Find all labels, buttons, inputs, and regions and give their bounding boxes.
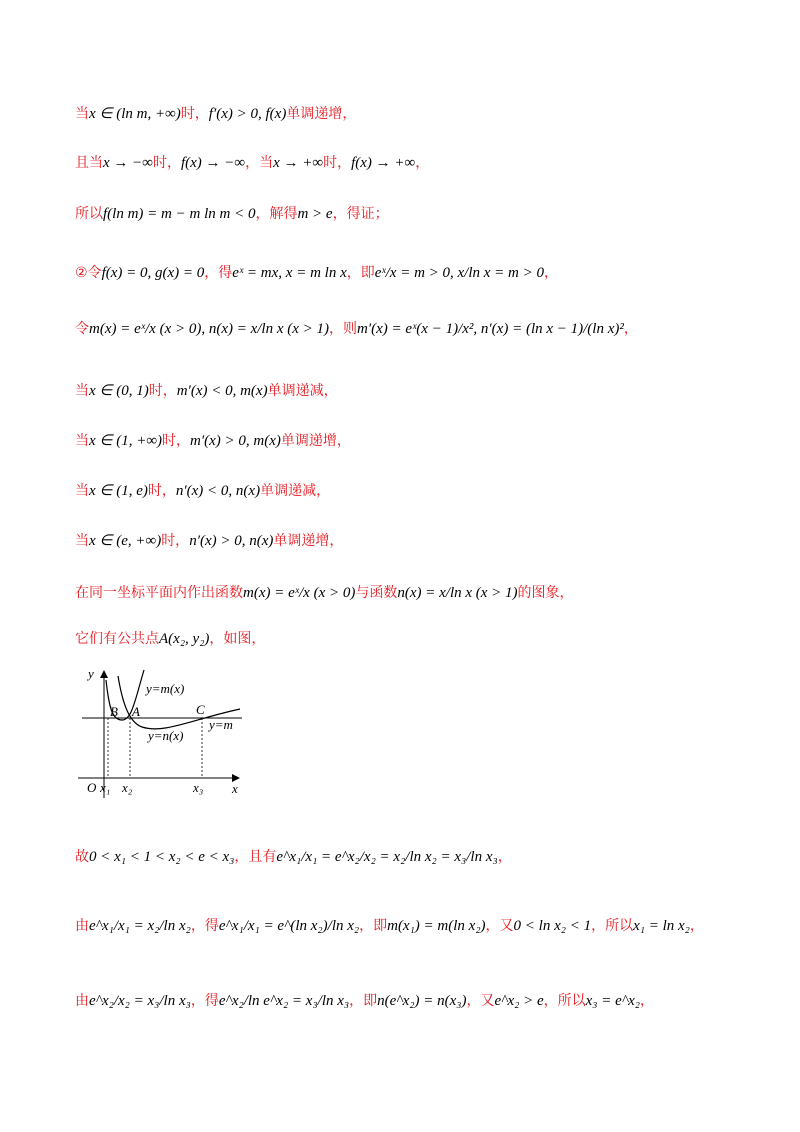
chinese-text: ，得 <box>190 993 219 1009</box>
point-c-label: C <box>196 702 205 717</box>
math-expression: A(x₂, y₂) <box>159 631 210 647</box>
chinese-text: 单调递增， <box>280 433 351 449</box>
math-expression: x ∈ (0, 1) <box>89 383 149 399</box>
chinese-text: 与函数 <box>355 585 398 601</box>
chinese-text: ，得 <box>190 918 219 934</box>
chinese-text: ， <box>689 918 704 934</box>
chinese-text: ，解得 <box>255 206 298 222</box>
math-expression: e^x₁/x₁ = e^x₂/x₂ = x₂/ln x₂ = x₃/ln x₃ <box>276 849 498 865</box>
math-expression: f′(x) > 0, f(x) <box>208 106 287 122</box>
math-expression: eˣ/x = m > 0, x/ln x = m > 0 <box>374 265 545 281</box>
chinese-text: 时， <box>147 483 176 499</box>
solution-line <box>75 480 330 500</box>
chinese-text: 当 <box>75 106 89 122</box>
line-m-label: y=m <box>209 717 233 732</box>
chinese-text: ， <box>415 155 430 171</box>
math-expression: x ∈ (1, e) <box>89 483 148 499</box>
chinese-text: ，即 <box>346 265 375 281</box>
solution-line <box>75 262 558 282</box>
x2-label: x₂ <box>122 780 133 795</box>
chinese-text: 由 <box>75 918 89 934</box>
solution-line <box>75 582 574 602</box>
math-expression: n′(x) < 0, n(x) <box>175 483 261 499</box>
math-expression: f(x) → +∞ <box>351 155 416 171</box>
solution-line <box>75 915 704 935</box>
solution-line <box>75 430 351 450</box>
chinese-text: 当 <box>75 533 89 549</box>
chinese-text: ， <box>497 849 512 865</box>
math-expression: x₁ = ln x₂ <box>633 918 690 934</box>
math-expression: n(x) = x/ln x (x > 1) <box>397 585 518 601</box>
function-graph-figure <box>72 662 252 802</box>
math-expression: f(ln m) = m − m ln m < 0 <box>103 206 256 222</box>
math-expression: x ∈ (e, +∞) <box>89 533 162 549</box>
point-a-label: A <box>132 704 140 719</box>
solution-line <box>75 846 512 866</box>
chinese-text: ， <box>544 265 559 281</box>
chinese-text: ②令 <box>75 265 102 281</box>
chinese-text: ， <box>623 321 638 337</box>
chinese-text: ，又 <box>466 993 495 1009</box>
chinese-text: ，所以 <box>591 918 634 934</box>
chinese-text: 所以 <box>75 206 103 222</box>
chinese-text: 由 <box>75 993 89 1009</box>
math-expression: m′(x) = eˣ(x − 1)/x², n′(x) = (ln x − 1)/(ln x)² <box>357 321 624 337</box>
math-expression: x → +∞ <box>273 155 324 171</box>
chinese-text: 的图象， <box>517 585 574 601</box>
math-expression: eˣ = mx, x = m ln x <box>232 265 347 281</box>
math-expression: x₃ = e^x₂ <box>585 993 640 1009</box>
math-expression: m(x₁) = m(ln x₂) <box>387 918 486 934</box>
math-expression: x ∈ (ln m, +∞) <box>89 106 181 122</box>
math-expression: x ∈ (1, +∞) <box>89 433 163 449</box>
chinese-text: ，即 <box>359 918 388 934</box>
chinese-text: 令 <box>75 321 89 337</box>
chinese-text: 时， <box>161 533 190 549</box>
solution-line <box>75 103 356 123</box>
math-expression: e^x₂/x₂ = x₃/ln x₃ <box>89 993 191 1009</box>
x1-label: x₁ <box>100 780 111 795</box>
chinese-text: ，且有 <box>234 849 277 865</box>
chinese-text: 时， <box>162 433 191 449</box>
math-expression: m(x) = eˣ/x (x > 0) <box>243 585 356 601</box>
chinese-text: ，即 <box>349 993 378 1009</box>
solution-line <box>75 990 654 1010</box>
curve-m-label: y=m(x) <box>146 681 185 696</box>
chinese-text: 在同一坐标平面内作出函数 <box>75 585 243 601</box>
math-expression: n(e^x₂) = n(x₃) <box>377 993 467 1009</box>
chinese-text: ，则 <box>329 321 358 337</box>
math-expression: 0 < x₁ < 1 < x₂ < e < x₃ <box>89 849 235 865</box>
math-expression: f(x) → −∞ <box>180 155 246 171</box>
math-expression: 0 < ln x₂ < 1 <box>513 918 592 934</box>
solution-line <box>75 318 638 338</box>
math-expression: m′(x) < 0, m(x) <box>176 383 268 399</box>
math-expression: x → −∞ <box>103 155 153 171</box>
y-axis-label: y <box>88 666 94 681</box>
chinese-text: ，又 <box>485 918 514 934</box>
chinese-text: ，得证； <box>332 206 389 222</box>
math-expression: e^x₁/x₁ = e^(ln x₂)/ln x₂ <box>218 918 360 934</box>
point-b-label: B <box>110 704 118 719</box>
math-expression: m′(x) > 0, m(x) <box>190 433 281 449</box>
origin-label: O <box>87 780 97 795</box>
chinese-text: ，如图， <box>209 631 266 647</box>
chinese-text: 时， <box>148 383 177 399</box>
math-expression: e^x₁/x₁ = x₂/ln x₂ <box>89 918 191 934</box>
math-expression: m > e <box>297 206 333 222</box>
y-axis-arrow-icon <box>100 670 108 678</box>
chinese-text: ，当 <box>245 155 274 171</box>
math-expression: e^x₂ > e <box>494 993 544 1009</box>
chinese-text: 单调递减， <box>267 383 338 399</box>
chinese-text: 单调递增， <box>273 533 344 549</box>
chinese-text: ，得 <box>204 265 233 281</box>
x3-label: x₃ <box>193 780 204 795</box>
chinese-text: 时， <box>152 155 181 171</box>
solution-line <box>75 530 343 550</box>
curve-n-label: y=n(x) <box>148 728 184 743</box>
chinese-text: 单调递增， <box>286 106 357 122</box>
x-axis-label: x <box>232 781 238 796</box>
chinese-text: ， <box>639 993 654 1009</box>
chinese-text: 时， <box>180 106 209 122</box>
math-expression: m(x) = eˣ/x (x > 0), n(x) = x/ln x (x > 1) <box>89 321 330 337</box>
solution-line <box>75 152 429 172</box>
chinese-text: 且当 <box>75 155 103 171</box>
chinese-text: 当 <box>75 433 89 449</box>
chinese-text: 单调递减， <box>260 483 331 499</box>
chinese-text: 时， <box>323 155 352 171</box>
chinese-text: ，所以 <box>543 993 586 1009</box>
solution-line <box>75 380 338 400</box>
math-expression: n′(x) > 0, n(x) <box>189 533 274 549</box>
chinese-text: 当 <box>75 483 89 499</box>
chinese-text: 故 <box>75 849 89 865</box>
math-expression: e^x₂/ln e^x₂ = x₃/ln x₃ <box>218 993 350 1009</box>
chinese-text: 它们有公共点 <box>75 631 159 647</box>
chinese-text: 当 <box>75 383 89 399</box>
math-expression: f(x) = 0, g(x) = 0 <box>101 265 205 281</box>
solution-line <box>75 203 389 223</box>
solution-line <box>75 628 265 648</box>
